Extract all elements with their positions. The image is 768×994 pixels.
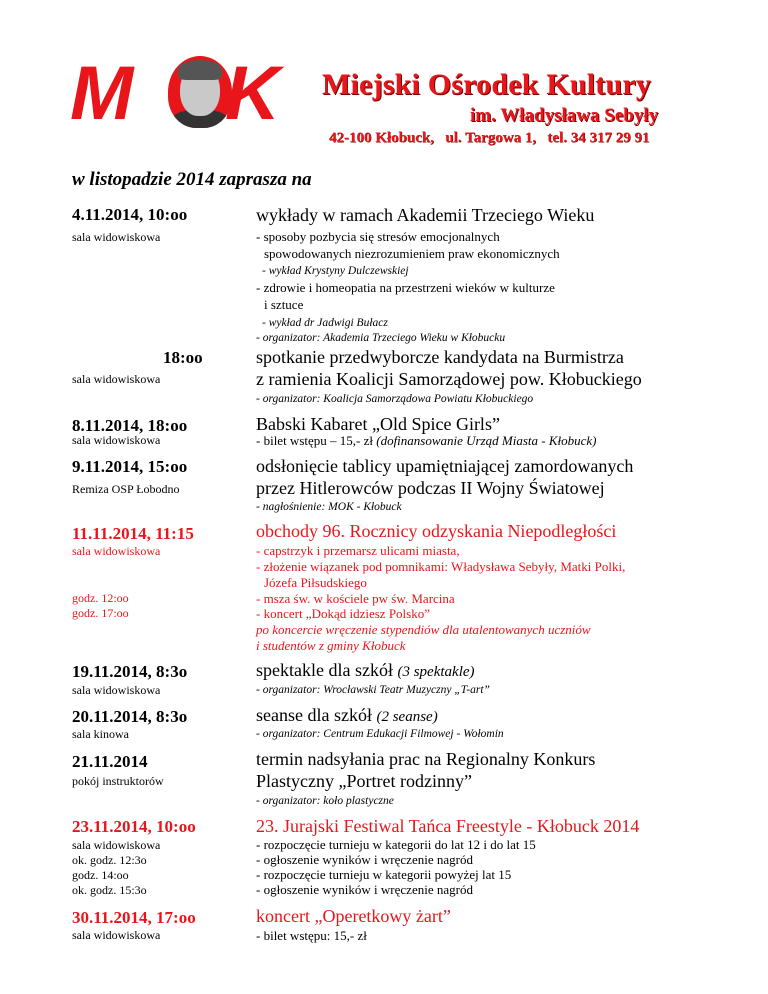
event-date: 8.11.2014, 18:oo: [72, 416, 188, 435]
event-organizer: - organizator: Koalicja Samorządowa Powiatu Kłobuckiego: [256, 393, 534, 405]
ticket-price: - bilet wstępu – 15,- zł: [256, 433, 373, 448]
event-detail: - msza św. w kościele pw św. Marcina: [256, 591, 455, 606]
event-time: ok. godz. 12:3o: [72, 853, 147, 867]
institution-title: Miejski Ośrodek Kultury: [322, 68, 652, 101]
event-title: termin nadsyłania prac na Regionalny Konkurs: [256, 749, 596, 769]
event-detail: - rozpoczęcie turnieju w kategorii do lat 12 i do lat 15: [256, 837, 536, 852]
event-venue: pokój instruktorów: [72, 774, 164, 788]
event-title-text: seanse dla szkół: [256, 705, 372, 725]
event-organizer: - organizator: Centrum Edukacji Filmowej - Wołomin: [256, 728, 504, 740]
event-title: Plastyczny „Portret rodzinny”: [256, 771, 472, 791]
event-time: ok. godz. 15:3o: [72, 883, 147, 897]
event-title: koncert „Operetkowy żart”: [256, 906, 451, 926]
event-title-note: (2 seanse): [376, 709, 438, 725]
event-time: godz. 12:oo: [72, 591, 129, 605]
event-title: wykłady w ramach Akademii Trzeciego Wieku: [256, 205, 595, 225]
event-detail: - koncert „Dokąd idziesz Polsko”: [256, 606, 431, 621]
event-title: przez Hitlerowców podczas II Wojny Światowej: [256, 478, 605, 498]
event-detail: [256, 433, 597, 449]
event-detail: - capstrzyk i przemarsz ulicami miasta,: [256, 543, 460, 558]
event-title: 23. Jurajski Festiwal Tańca Freestyle - Kłobuck 2014: [256, 816, 640, 836]
event-detail: - wykład Krystyny Dulczewskiej: [262, 265, 409, 277]
event-title: Babski Kabaret „Old Spice Girls”: [256, 414, 500, 434]
event-detail: i studentów z gminy Kłobuck: [256, 638, 406, 653]
mok-logo: [70, 51, 300, 136]
logo-letter-m: M: [70, 51, 132, 136]
event-venue: Remiza OSP Łobodno: [72, 482, 180, 496]
event-detail: - nagłośnienie: MOK - Kłobuck: [256, 501, 402, 513]
event-venue: sala kinowa: [72, 727, 129, 741]
event-organizer: - organizator: Wrocławski Teatr Muzyczny „T-art”: [256, 684, 490, 696]
institution-address: 42-100 Kłobuck, ul. Targowa 1, tel. 34 317 29 91: [329, 130, 650, 146]
intro-heading: w listopadzie 2014 zaprasza na: [72, 169, 312, 190]
event-title: odsłonięcie tablicy upamiętniającej zamordowanych: [256, 456, 634, 476]
event-note: (dofinansowanie Urząd Miasta - Kłobuck): [376, 433, 597, 448]
event-time: godz. 14:oo: [72, 868, 129, 882]
event-date: 9.11.2014, 15:oo: [72, 457, 188, 476]
event-date: 11.11.2014, 11:15: [72, 524, 194, 543]
event-organizer: - organizator: Akademia Trzeciego Wieku w Kłobucku: [256, 332, 506, 344]
event-detail: i sztuce: [264, 297, 304, 312]
event-date: 18:oo: [163, 348, 203, 367]
event-title-text: spektakle dla szkół: [256, 660, 393, 680]
event-title: [256, 705, 438, 726]
event-date: 30.11.2014, 17:oo: [72, 908, 196, 927]
event-venue: sala widowiskowa: [72, 683, 161, 697]
event-detail: - bilet wstępu: 15,- zł: [256, 928, 367, 943]
event-detail: - rozpoczęcie turnieju w kategorii powyżej lat 15: [256, 867, 512, 882]
logo-letter-k: K: [225, 51, 278, 136]
portrait-icon: [168, 56, 232, 128]
event-detail: Józefa Piłsudskiego: [264, 575, 367, 590]
event-title: z ramienia Koalicji Samorządowej pow. Kłobuckiego: [256, 369, 642, 389]
event-date: 4.11.2014, 10:oo: [72, 205, 188, 224]
event-detail: - złożenie wiązanek pod pomnikami: Władysława Sebyły, Matki Polki,: [256, 559, 626, 574]
institution-subtitle: im. Władysława Sebyły: [470, 105, 659, 126]
event-title-note: (3 spektakle): [397, 664, 475, 680]
header: [0, 0, 768, 160]
event-detail: - ogłoszenie wyników i wręczenie nagród: [256, 882, 473, 897]
event-venue: sala widowiskowa: [72, 230, 161, 244]
event-date: 21.11.2014: [72, 752, 148, 771]
event-venue: sala widowiskowa: [72, 928, 161, 942]
event-venue: sala widowiskowa: [72, 544, 161, 558]
event-detail: - zdrowie i homeopatia na przestrzeni wieków w kulturze: [256, 280, 555, 295]
event-venue: sala widowiskowa: [72, 372, 161, 386]
event-venue: sala widowiskowa: [72, 838, 161, 852]
event-detail: - ogłoszenie wyników i wręczenie nagród: [256, 852, 473, 867]
event-date: 20.11.2014, 8:3o: [72, 707, 188, 726]
event-title: [256, 660, 475, 681]
event-organizer: - organizator: koło plastyczne: [256, 795, 394, 807]
event-detail: spowodowanych niezrozumieniem praw ekonomicznych: [264, 246, 560, 261]
event-date: 19.11.2014, 8:3o: [72, 662, 188, 681]
event-title: spotkanie przedwyborcze kandydata na Burmistrza: [256, 347, 624, 367]
event-detail: po koncercie wręczenie stypendiów dla utalentowanych uczniów: [256, 622, 591, 637]
event-time: godz. 17:oo: [72, 606, 129, 620]
event-detail: - sposoby pozbycia się stresów emocjonalnych: [256, 229, 500, 244]
event-venue: sala widowiskowa: [72, 433, 161, 447]
event-detail: - wykład dr Jadwigi Bułacz: [262, 317, 388, 329]
event-date: 23.11.2014, 10:oo: [72, 817, 196, 836]
event-title: obchody 96. Rocznicy odzyskania Niepodległości: [256, 521, 617, 541]
